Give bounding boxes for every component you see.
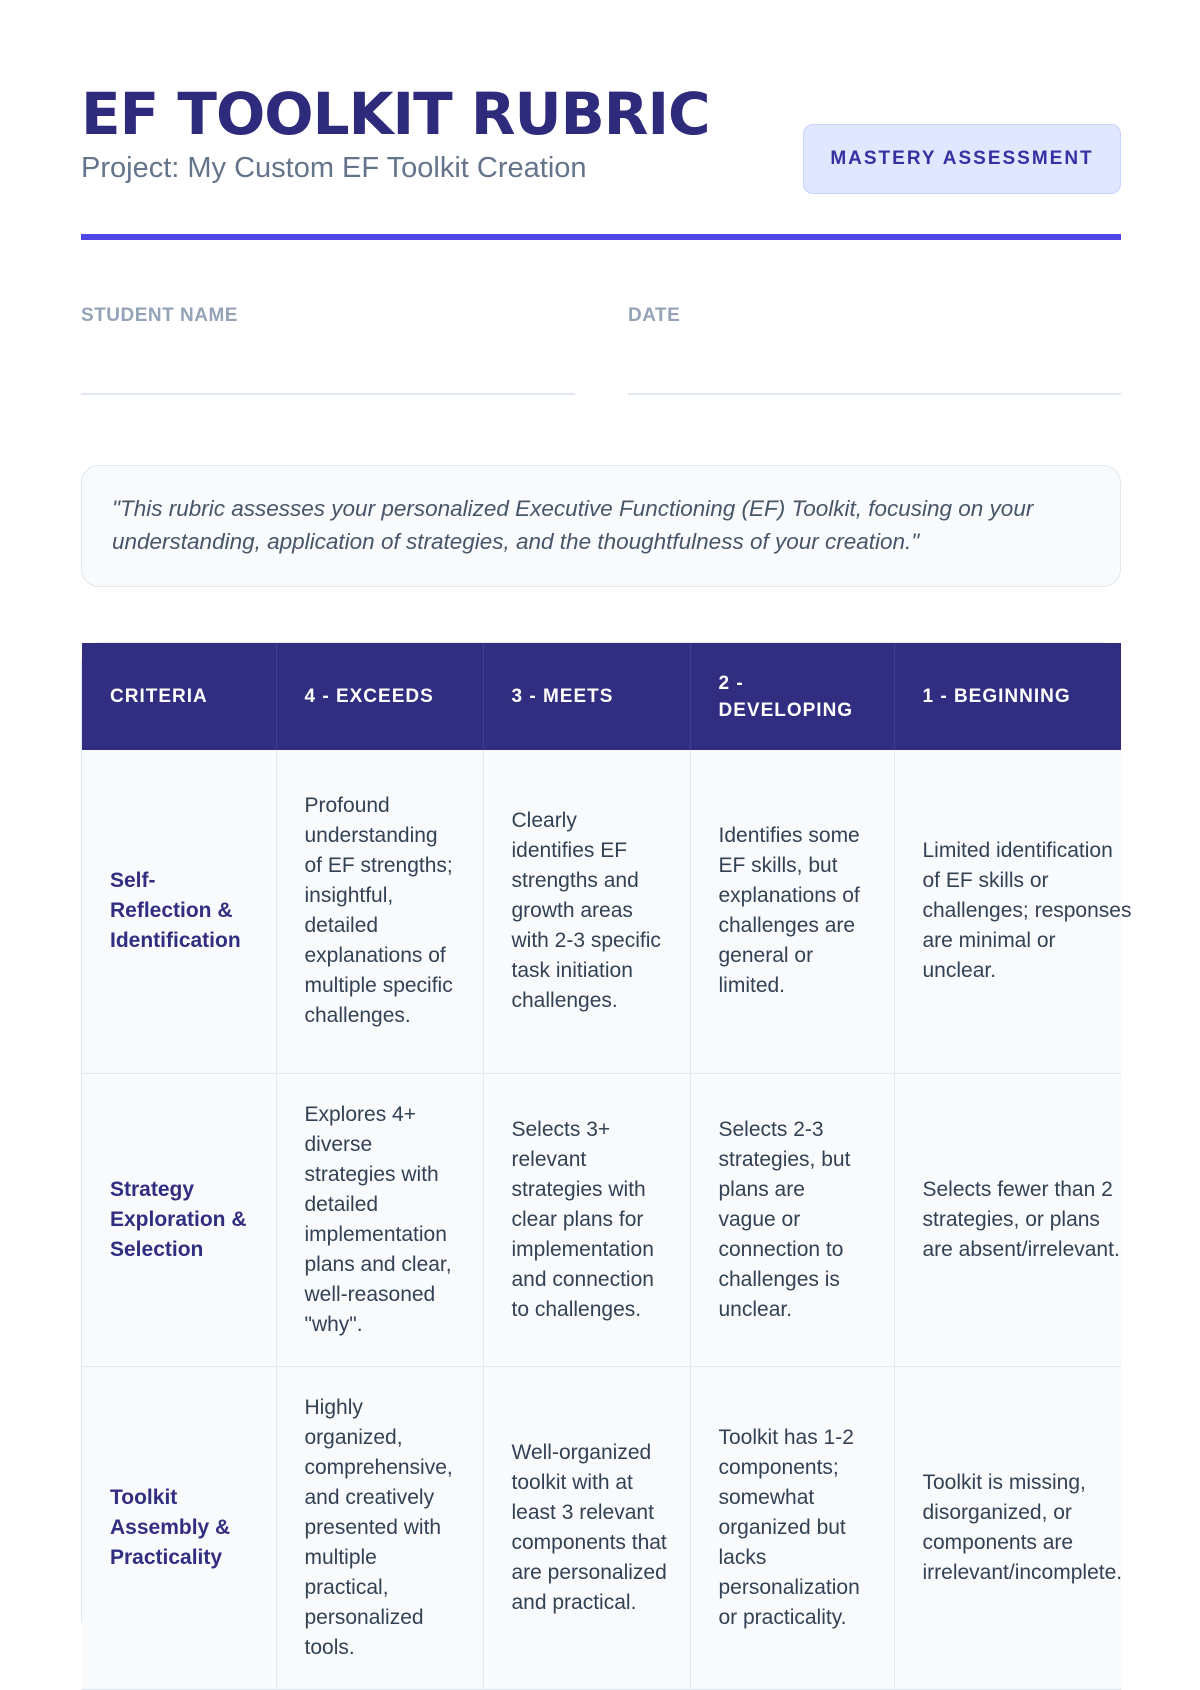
- exceeds-cell: [276, 1073, 483, 1366]
- col-header-criteria: CRITERIA: [82, 643, 276, 750]
- rubric-header-row: [82, 643, 1121, 750]
- exceeds-text: Explores 4+ diverse strategies with detailed implementation plans and clear, well-reasoned "why".: [304, 1102, 452, 1336]
- student-name-label: STUDENT NAME: [81, 305, 238, 326]
- page-title: EF TOOLKIT RUBRIC: [81, 80, 710, 148]
- col-header-developing-label: 2 - DEVELOPING: [718, 672, 854, 721]
- col-header-meets: 3 - MEETS: [483, 643, 690, 750]
- criteria-label: Toolkit Assembly & Practicality: [110, 1485, 231, 1569]
- meets-text: Selects 3+ relevant strategies with clear plans for implementation and connection to challenges.: [511, 1117, 654, 1321]
- beginning-cell: [894, 1073, 1121, 1366]
- meets-text: Well-organized toolkit with at least 3 relevant components that are personalized and practical.: [511, 1440, 667, 1614]
- developing-text: Selects 2-3 strategies, but plans are vague or connection to challenges is unclear.: [718, 1117, 851, 1321]
- meets-cell: [483, 1366, 690, 1689]
- rubric-table: [81, 642, 1132, 1659]
- student-name-field[interactable]: [81, 393, 575, 395]
- date-field[interactable]: [628, 393, 1121, 395]
- developing-cell: [690, 1073, 894, 1366]
- criteria-label: Self-Reflection & Identification: [110, 869, 241, 953]
- meets-cell: [483, 750, 690, 1073]
- exceeds-cell: [276, 750, 483, 1073]
- beginning-text: Toolkit is missing, disorganized, or components are irrelevant/incomplete.: [922, 1470, 1123, 1584]
- col-header-exceeds: 4 - EXCEEDS: [276, 643, 483, 750]
- developing-cell: [690, 750, 894, 1073]
- beginning-cell: [894, 1366, 1121, 1689]
- beginning-cell: [894, 750, 1132, 1073]
- rubric-row: [82, 750, 1121, 1073]
- col-header-beginning: 1 - BEGINNING: [894, 643, 1121, 750]
- header-divider: [81, 234, 1121, 240]
- mastery-assessment-badge: MASTERY ASSESSMENT: [803, 124, 1121, 194]
- meets-cell: [483, 1073, 690, 1366]
- col-header-developing: [690, 643, 894, 750]
- intro-quote: "This rubric assesses your personalized Executive Functioning (EF) Toolkit, focusing on your understanding, application of strategies, and the thoughtfulness of your creation.": [81, 465, 1121, 587]
- developing-cell: [690, 1366, 894, 1689]
- criteria-cell: [82, 1366, 276, 1689]
- meets-text: Clearly identifies EF strengths and growth areas with 2-3 specific task initiation challenges.: [511, 809, 661, 1013]
- criteria-label: Strategy Exploration & Selection: [110, 1177, 247, 1261]
- project-subtitle: Project: My Custom EF Toolkit Creation: [81, 152, 587, 184]
- date-label: DATE: [628, 305, 681, 326]
- rubric-row: [82, 1073, 1121, 1366]
- beginning-text: Limited identification of EF skills or challenges; responses are minimal or unclear.: [922, 839, 1132, 983]
- developing-text: Toolkit has 1-2 components; somewhat organized but lacks personalization or practicality.: [718, 1425, 860, 1629]
- rubric-row: [82, 1366, 1121, 1689]
- developing-text: Identifies some EF skills, but explanations of challenges are general or limited.: [718, 824, 860, 998]
- criteria-cell: [82, 750, 276, 1073]
- exceeds-text: Profound understanding of EF strengths; insightful, detailed explanations of multiple specific challenges.: [304, 794, 453, 1028]
- criteria-cell: [82, 1073, 276, 1366]
- beginning-text: Selects fewer than 2 strategies, or plans are absent/irrelevant.: [922, 1177, 1120, 1261]
- exceeds-cell: [276, 1366, 483, 1689]
- exceeds-text: Highly organized, comprehensive, and creatively presented with multiple practical, personalized tools.: [304, 1395, 453, 1659]
